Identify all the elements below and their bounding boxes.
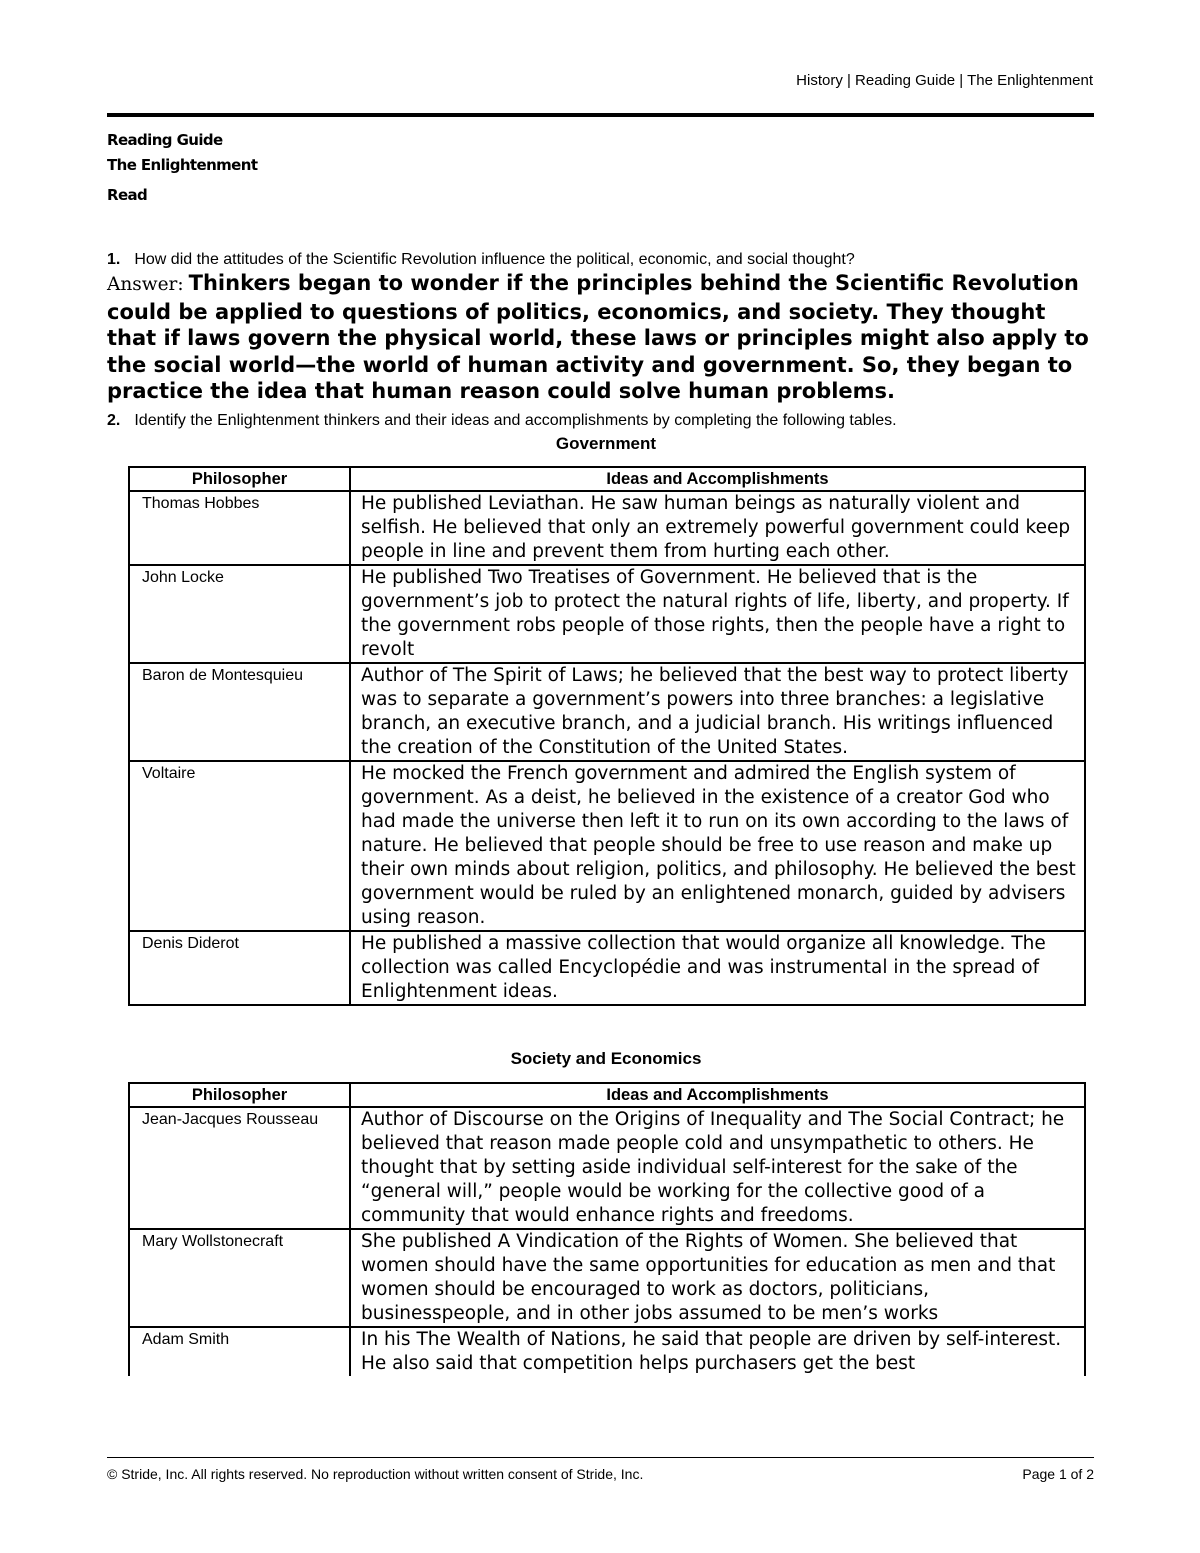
guide-title: Reading Guide bbox=[107, 131, 223, 149]
philosopher-name: Adam Smith bbox=[129, 1327, 350, 1376]
philosopher-name: Voltaire bbox=[129, 761, 350, 931]
answer-text: Thinkers began to wonder if the principles behind the Scientific Revolution could be applied to questions of politics, economics, and society. They thought that if laws govern the physical world, these laws or principles might also apply to the social world—the world of human activity and government. So, they began to practice the idea that human reason could solve human problems. bbox=[107, 271, 1089, 403]
header-divider bbox=[107, 113, 1094, 117]
philosopher-ideas: She published A Vindication of the Rights of Women. She believed that women should have the same opportunities for education as men and that women should be encouraged to work as doctors, politicians, businesspeople, and in other jobs assumed to be men’s works bbox=[350, 1229, 1085, 1327]
table-header-row bbox=[129, 467, 1085, 491]
copyright-notice: © Stride, Inc. All rights reserved. No reproduction without written consent of Stride, Inc. bbox=[107, 1466, 644, 1482]
philosopher-ideas: He published a massive collection that would organize all knowledge. The collection was called Encyclopédie and was instrumental in the spread of Enlightenment ideas. bbox=[350, 931, 1085, 1005]
philosopher-ideas: He mocked the French government and admired the English system of government. As a deist, he believed in the existence of a creator God who had made the universe then left it to run on its own according to the laws of nature. He believed that people should be free to use reason and make up their own minds about religion, politics, and philosophy. He believed the best government would be ruled by an enlightened monarch, guided by advisers using reason. bbox=[350, 761, 1085, 931]
table-row bbox=[129, 663, 1085, 761]
philosopher-name: Thomas Hobbes bbox=[129, 491, 350, 565]
table-row bbox=[129, 761, 1085, 931]
government-table bbox=[128, 466, 1086, 1006]
page-number: Page 1 of 2 bbox=[1022, 1466, 1094, 1482]
guide-subtitle: The Enlightenment bbox=[107, 156, 258, 174]
philosopher-ideas: In his The Wealth of Nations, he said that people are driven by self-interest. He also said that competition helps purchasers get the best bbox=[350, 1327, 1085, 1376]
question-1 bbox=[107, 251, 855, 269]
table-row bbox=[129, 1229, 1085, 1327]
running-header: History | Reading Guide | The Enlightenment bbox=[796, 72, 1093, 89]
section-label: Read bbox=[107, 186, 148, 204]
column-header-ideas: Ideas and Accomplishments bbox=[350, 1083, 1085, 1107]
footer-divider bbox=[107, 1457, 1094, 1458]
question-2 bbox=[107, 412, 897, 430]
column-header-philosopher: Philosopher bbox=[129, 467, 350, 491]
philosopher-ideas: He published Two Treatises of Government. He believed that is the government’s job to protect the natural rights of life, liberty, and property. If the government robs people of those rights, then the people have a right to revolt bbox=[350, 565, 1085, 663]
column-header-ideas: Ideas and Accomplishments bbox=[350, 467, 1085, 491]
philosopher-name: Jean-Jacques Rousseau bbox=[129, 1107, 350, 1229]
philosopher-ideas: Author of The Spirit of Laws; he believed that the best way to protect liberty was to separate a government’s powers into three branches: a legislative branch, an executive branch, and a judicial branch. His writings influenced the creation of the Constitution of the United States. bbox=[350, 663, 1085, 761]
question-text: How did the attitudes of the Scientific Revolution influence the political, economic, and social thought? bbox=[134, 251, 855, 268]
question-number: 2. bbox=[107, 412, 121, 429]
table-row bbox=[129, 491, 1085, 565]
table-row bbox=[129, 1107, 1085, 1229]
answer-block bbox=[107, 270, 1099, 405]
philosopher-name: Denis Diderot bbox=[129, 931, 350, 1005]
philosopher-name: Baron de Montesquieu bbox=[129, 663, 350, 761]
table-header-row bbox=[129, 1083, 1085, 1107]
question-text: Identify the Enlightenment thinkers and their ideas and accomplishments by completing the following tables. bbox=[134, 412, 897, 429]
philosopher-name: Mary Wollstonecraft bbox=[129, 1229, 350, 1327]
philosopher-ideas: He published Leviathan. He saw human beings as naturally violent and selfish. He believed that only an extremely powerful government could keep people in line and prevent them from hurting each other. bbox=[350, 491, 1085, 565]
question-number: 1. bbox=[107, 251, 121, 268]
table-row bbox=[129, 931, 1085, 1005]
philosopher-ideas: Author of Discourse on the Origins of Inequality and The Social Contract; he believed that reason made people cold and unsympathetic to others. He thought that by setting aside individual self-interest for the sake of the “general will,” people would be working for the collective good of a community that would enhance rights and freedoms. bbox=[350, 1107, 1085, 1229]
society-economics-table bbox=[128, 1082, 1086, 1376]
table-title-society-economics: Society and Economics bbox=[510, 1049, 702, 1068]
table-row bbox=[129, 565, 1085, 663]
column-header-philosopher: Philosopher bbox=[129, 1083, 350, 1107]
table-title-government: Government bbox=[555, 434, 657, 453]
answer-label: Answer: bbox=[107, 274, 184, 295]
philosopher-name: John Locke bbox=[129, 565, 350, 663]
table-row bbox=[129, 1327, 1085, 1376]
